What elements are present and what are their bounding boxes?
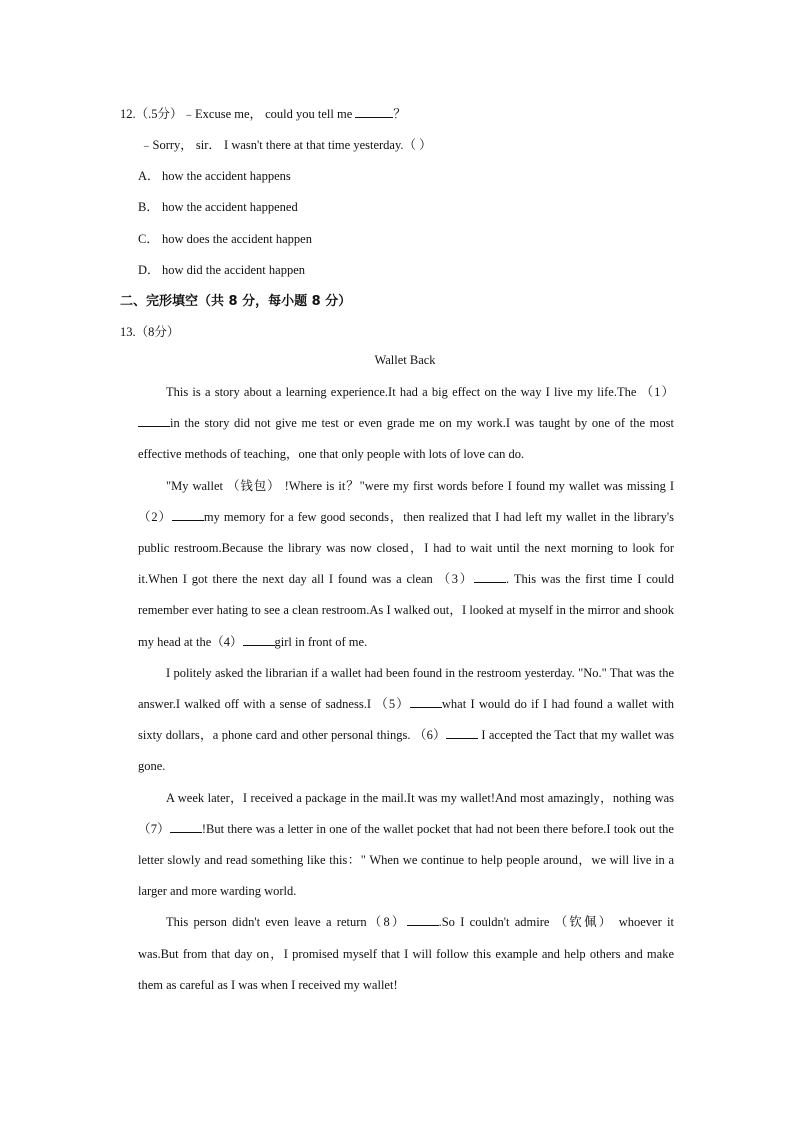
- question-12-prompt: [120, 104, 406, 122]
- paragraph-5: [138, 907, 674, 1001]
- blank-5: [410, 695, 442, 708]
- option-text: how the accident happened: [162, 200, 298, 214]
- option-text: how the accident happens: [162, 169, 291, 183]
- blank-6: [446, 726, 478, 739]
- paragraph-text: my memory for a few good seconds，then realized that I had left my wallet in the library's public restroom.Because the library was now closed，I had to wait until the next morning to look for it.When I got there the next day all I found was a clean （3）: [138, 509, 674, 587]
- paragraph-text: "My wallet （钱包） !Where is it？"were my first words before I found my wallet was missing I （2）: [138, 478, 674, 524]
- prompt-text: ﹣Excuse me， could you tell me: [182, 107, 353, 121]
- blank-1: [138, 414, 170, 427]
- answer-blank: [355, 105, 393, 118]
- option-text: how did the accident happen: [162, 263, 306, 277]
- paragraph-text: I politely asked the librarian if a wallet had been found in the restroom yesterday. "No." That was the answer.I walked off with a sense of sadness.I （5）: [138, 665, 674, 712]
- paragraph-text: girl in front of me.: [274, 634, 368, 649]
- paragraph-2: [138, 471, 674, 658]
- paragraph-text: .So I couldn't admire （钦佩） whoever it was.But from that day on，I promised myself that I will follow this example and help others and make them as careful as I was when I received my wallet!: [138, 915, 674, 992]
- paragraph-text: This is a story about a learning experience.It had a big effect on the way I live my life.The （1）: [166, 385, 674, 399]
- paragraph-4: [138, 783, 674, 908]
- option-letter: C．: [138, 232, 159, 246]
- paragraph-text: !But there was a letter in one of the wallet pocket that had not been there before.I took out the letter slowly and read something like this：" When we continue to help people around，we will live in a larger and more warding world.: [138, 821, 674, 899]
- cloze-passage: [138, 377, 674, 1001]
- question-score: （.5分）: [135, 107, 183, 121]
- paragraph-text: This person didn't even leave a return（8）: [166, 915, 407, 930]
- question-13-label: 13.（8分）: [120, 325, 180, 339]
- passage-title: Wallet Back: [374, 353, 436, 367]
- section-heading: 二、完形填空（共 8 分，每小题 8 分）: [120, 294, 352, 309]
- paragraph-text: . This was the first time I could remember ever hating to see a clean restroom.As I walked out，I looked at myself in the mirror and shook my head at the（4）: [138, 572, 674, 649]
- blank-4: [243, 633, 275, 646]
- blank-8: [407, 913, 439, 926]
- paragraph-text: I accepted the Tact that my wallet was gone.: [138, 728, 675, 774]
- paragraph-1: [138, 377, 674, 471]
- blank-7: [170, 820, 202, 833]
- paragraph-3: [138, 658, 674, 783]
- option-letter: A．: [138, 169, 160, 183]
- option-b: [138, 197, 298, 215]
- paragraph-text: A week later，I received a package in the mail.It was my wallet!And most amazingly，nothing was（7）: [138, 790, 674, 836]
- blank-2: [172, 508, 204, 521]
- question-12-reply: ﹣Sorry， sir． I wasn't there at that time yesterday.（ ）: [140, 138, 432, 152]
- option-text: how does the accident happen: [162, 232, 312, 246]
- option-a: [138, 166, 291, 184]
- option-c: [138, 229, 312, 247]
- option-letter: D．: [138, 263, 160, 277]
- blank-3: [474, 570, 506, 583]
- prompt-question-mark: ？: [393, 107, 406, 121]
- paragraph-text: in the story did not give me test or even grade me on my work.I was taught by one of the most effective methods of teaching，one that only people with lots of love can do.: [138, 416, 674, 462]
- question-number: 12.: [120, 107, 136, 121]
- paragraph-text: what I would do if I had found a wallet with sixty dollars，a phone card and other personal things. （6）: [138, 697, 674, 743]
- option-d: [138, 260, 305, 278]
- option-letter: B．: [138, 200, 159, 214]
